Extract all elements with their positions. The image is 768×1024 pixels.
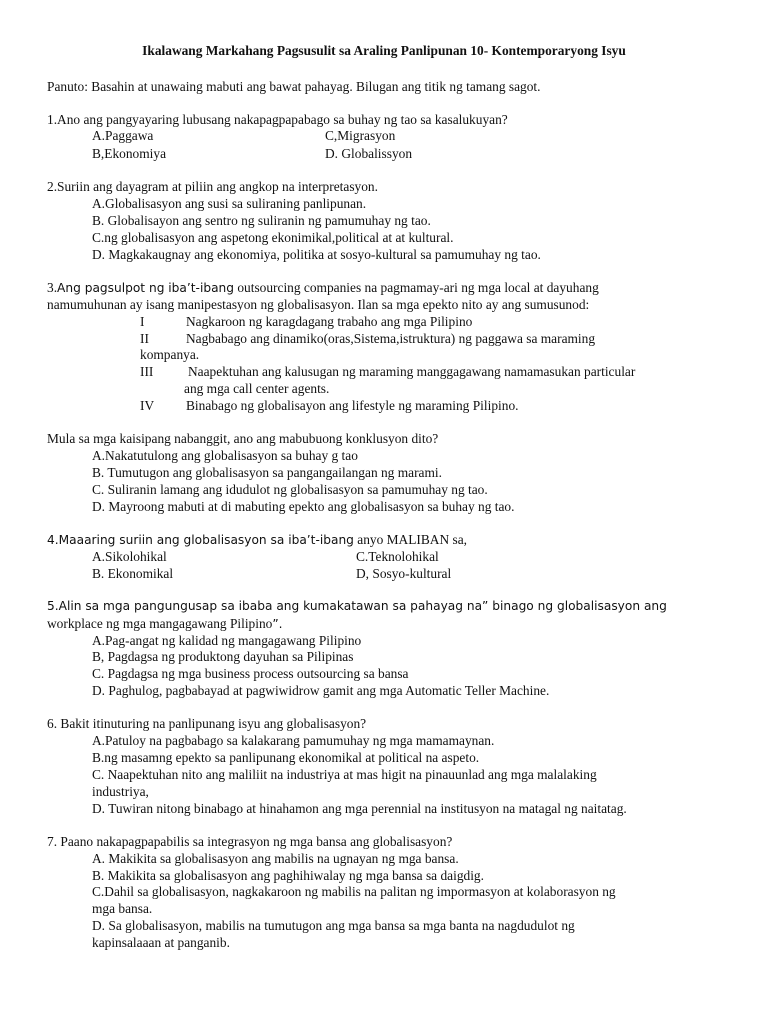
q3-item-ii-text: Nagbabago ang dinamiko(oras,Sistema,istruktura) ng paggawa sa maraming xyxy=(186,331,596,346)
q3-text-line2: namumuhunan ay isang manipestasyon ng globalisasyon. Ilan sa mga epekto nito ay ang sumusunod: xyxy=(47,297,590,312)
q5-choice-a: A.Pag-angat ng kalidad ng mangagawang Pilipino xyxy=(92,633,362,648)
q1-choice-a: A.Paggawa xyxy=(92,128,154,143)
q6-choice-d: D. Tuwiran nitong binabago at hinahamon ang mga perennial na institusyon na matagal ng naitatag. xyxy=(92,801,627,816)
q7-choice-c: C.Dahil sa globalisasyon, nagkakaroon ng mabilis na palitan ng impormasyon at kolaborasyon ng xyxy=(92,884,616,899)
exam-title: Ikalawang Markahang Pagsusulit sa Araling Panlipunan 10- Kontemporaryong Isyu xyxy=(142,43,626,58)
q3-item-iii-text: Naapektuhan ang kalusugan ng maraming manggagawang namamasukan particular xyxy=(188,364,636,379)
q3-item-ii-number: II xyxy=(140,331,149,346)
q3-text-serif: outsourcing companies na pagmamay-ari ng mga local at dayuhang xyxy=(234,280,599,295)
q1-choice-b: B,Ekonomiya xyxy=(92,146,167,161)
q4-text-sans: 4.Maaaring suriin ang globalisasyon sa iba’t-ibang xyxy=(47,533,354,547)
q3-item-i-text: Nagkaroon ng karagdagang trabaho ang mga Pilipino xyxy=(186,314,473,329)
q6-text: 6. Bakit itinuturing na panlipunang isyu ang globalisasyon? xyxy=(47,716,367,731)
q5-text-line2 xyxy=(47,615,283,633)
q1-text: 1.Ano ang pangyayaring lubusang nakapagpapabago sa buhay ng tao sa kasalukuyan? xyxy=(47,112,508,127)
q3-choice-d: D. Mayroong mabuti at di mabuting epekto ang globalisasyon sa buhay ng tao. xyxy=(92,499,515,514)
q3-choice-c: C. Suliranin lamang ang idudulot ng globalisasyon sa pamumuhay ng tao. xyxy=(92,482,488,497)
q3-text-line1 xyxy=(47,279,599,297)
q3-conclusion-prompt: Mula sa mga kaisipang nabanggit, ano ang mabubuong konklusyon dito? xyxy=(47,431,439,446)
q5-text-line1: 5.Alin sa mga pangungusap sa ibaba ang kumakatawan sa pahayag na” binago ng globalisasyon ang xyxy=(47,599,667,613)
q4-text-serif: anyo MALIBAN sa, xyxy=(353,532,467,547)
q3-text-sans: Ang pagsulpot ng iba’t-ibang xyxy=(57,281,234,295)
q5-text-line2-serif: workplace ng mga mangagawang Pilipino xyxy=(47,616,273,631)
q6-choice-c: C. Naapektuhan nito ang maliliit na industriya at mas higit na pinauunlad ang mga malalaking xyxy=(92,767,597,782)
q2-choice-b: B. Globalisayon ang sentro ng suliranin ng pamumuhay ng tao. xyxy=(92,213,431,228)
instructions: Panuto: Basahin at unawaing mabuti ang bawat pahayag. Bilugan ang titik ng tamang sagot. xyxy=(47,79,541,94)
q1-choice-d: D. Globalissyon xyxy=(325,146,413,161)
q7-text: 7. Paano nakapagpapabilis sa integrasyon ng mga bansa ang globalisasyon? xyxy=(47,834,453,849)
q3-item-iv-number: IV xyxy=(140,398,155,413)
q3-number: 3. xyxy=(47,280,58,295)
q5-choice-b: B, Pagdagsa ng produktong dayuhan sa Pilipinas xyxy=(92,649,354,664)
q2-choice-c: C.ng globalisasyon ang aspetong ekonimikal,political at at kultural. xyxy=(92,230,454,245)
q3-item-iii-number: III xyxy=(140,364,154,379)
q4-text xyxy=(47,531,467,549)
q5-text-line2-sans: ”. xyxy=(272,617,283,631)
q7-choice-b: B. Makikita sa globalisasyon ang paghihiwalay ng mga bansa sa daigdig. xyxy=(92,868,484,883)
q2-text: 2.Suriin ang dayagram at piliin ang angkop na interpretasyon. xyxy=(47,179,378,194)
q7-choice-a: A. Makikita sa globalisasyon ang mabilis na ugnayan ng mga bansa. xyxy=(92,851,459,866)
q3-choice-b: B. Tumutugon ang globalisasyon sa pangangailangan ng marami. xyxy=(92,465,442,480)
q3-item-iii-continuation: ang mga call center agents. xyxy=(184,381,330,396)
q5-choice-c: C. Pagdagsa ng mga business process outsourcing sa bansa xyxy=(92,666,409,681)
q5-choice-d: D. Paghulog, pagbabayad at pagwiwidrow gamit ang mga Automatic Teller Machine. xyxy=(92,683,550,698)
q3-item-ii-continuation: kompanya. xyxy=(140,347,200,362)
q2-choice-a: A.Globalisasyon ang susi sa suliraning panlipunan. xyxy=(92,196,367,211)
q6-choice-c-continuation: industriya, xyxy=(92,784,149,799)
q4-choice-a: A.Sikolohikal xyxy=(92,549,167,564)
q4-choice-b: B. Ekonomikal xyxy=(92,566,174,581)
q6-choice-a: A.Patuloy na pagbabago sa kalakarang pamumuhay ng mga mamamaynan. xyxy=(92,733,495,748)
q6-choice-b: B.ng masamng epekto sa panlipunang ekonomikal at political na aspeto. xyxy=(92,750,480,765)
q4-choice-c: C.Teknolohikal xyxy=(356,549,439,564)
q7-choice-d-continuation: kapinsalaaan at panganib. xyxy=(92,935,230,950)
q2-choice-d: D. Magkakaugnay ang ekonomiya, politika at sosyo-kultural sa pamumuhay ng tao. xyxy=(92,247,541,262)
q3-item-iv-text: Binabago ng globalisayon ang lifestyle ng maraming Pilipino. xyxy=(186,398,519,413)
q4-choice-d: D, Sosyo-kultural xyxy=(356,566,452,581)
q1-choice-c: C,Migrasyon xyxy=(325,128,396,143)
q3-choice-a: A.Nakatutulong ang globalisasyon sa buhay g tao xyxy=(92,448,358,463)
q3-item-i-number: I xyxy=(140,314,145,329)
q7-choice-c-continuation: mga bansa. xyxy=(92,901,153,916)
q7-choice-d: D. Sa globalisasyon, mabilis na tumutugon ang mga bansa sa mga banta na nagdudulot ng xyxy=(92,918,575,933)
